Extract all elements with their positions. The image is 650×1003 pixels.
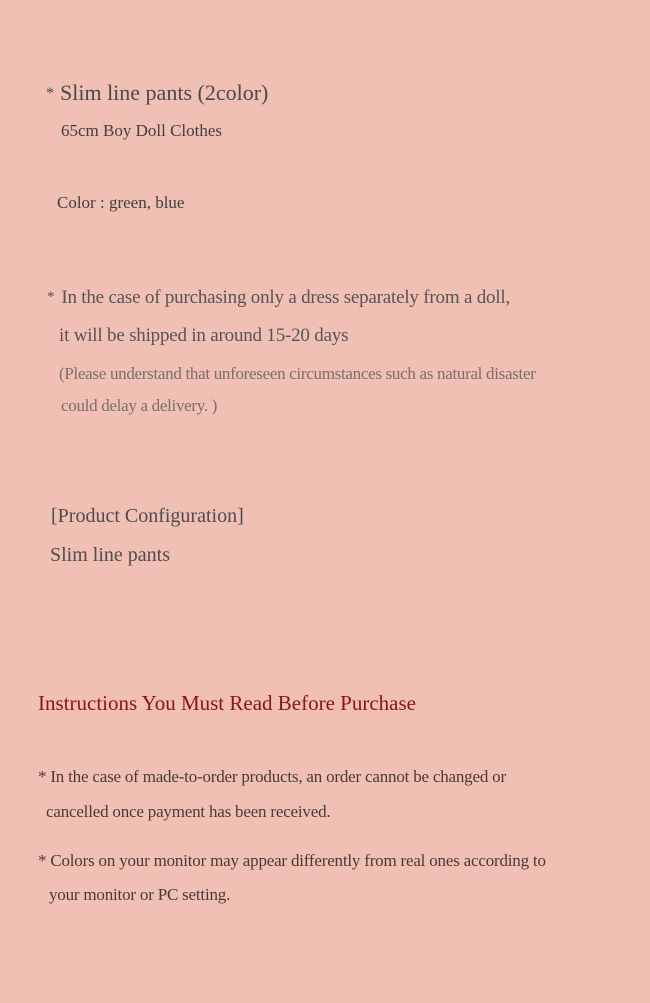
shipping-disclaimer-line-1: (Please understand that unforeseen circumstances such as natural disaster [59, 364, 536, 383]
instruction-note-2-line-1: * Colors on your monitor may appear differently from real ones according to [38, 851, 546, 870]
product-subtitle: 65cm Boy Doll Clothes [61, 121, 223, 140]
shipping-note-line-2: it will be shipped in around 15-20 days [59, 325, 349, 346]
product-configuration-heading: [Product Configuration] [51, 505, 244, 527]
instruction-note-1-line-1: * In the case of made-to-order products, an order cannot be changed or [38, 767, 506, 786]
asterisk-bullet: * [46, 85, 54, 102]
shipping-note-text-1: In the case of purchasing only a dress separately from a doll, [61, 287, 511, 308]
instructions-heading: Instructions You Must Read Before Purchase [38, 691, 416, 715]
shipping-disclaimer-line-2: could delay a delivery. ) [61, 396, 218, 415]
asterisk-bullet: * [47, 289, 55, 305]
color-options: Color : green, blue [57, 193, 185, 212]
shipping-note-line-1 [47, 287, 510, 309]
instruction-note-1-line-2: cancelled once payment has been received. [46, 802, 331, 821]
product-configuration-item: Slim line pants [50, 544, 170, 566]
product-title [46, 80, 268, 106]
instruction-note-2-line-2: your monitor or PC setting. [49, 885, 231, 904]
product-title-text: Slim line pants (2color) [60, 80, 269, 105]
